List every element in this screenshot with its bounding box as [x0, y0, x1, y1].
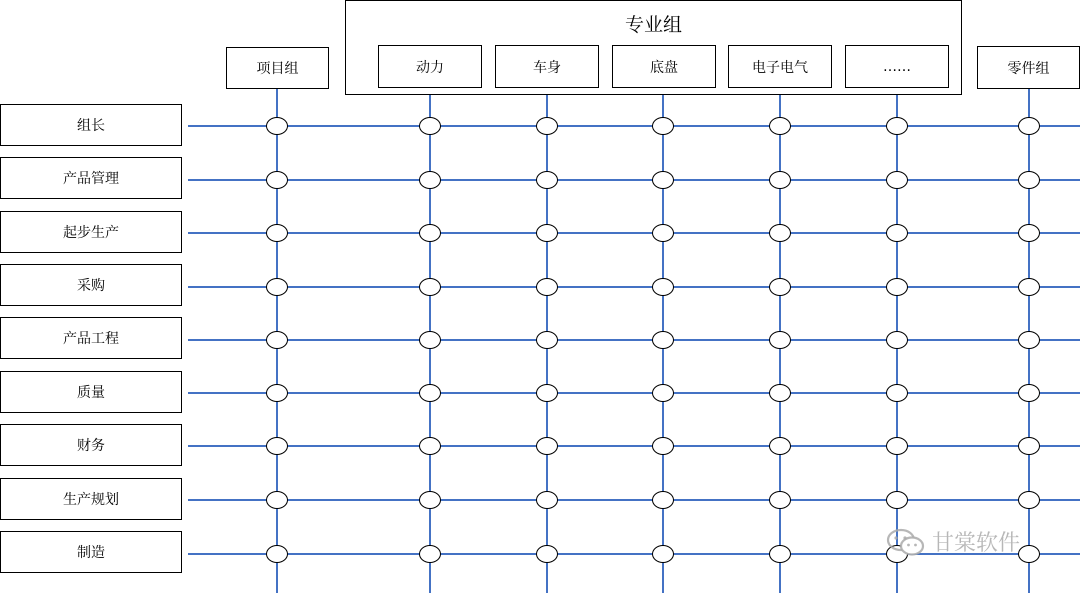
matrix-node	[652, 117, 674, 135]
matrix-node	[266, 224, 288, 242]
matrix-node	[1018, 491, 1040, 509]
row-label-production-planning: 生产规划	[0, 478, 182, 520]
matrix-node	[886, 171, 908, 189]
matrix-node	[652, 491, 674, 509]
row-connector-line	[188, 232, 1080, 234]
matrix-node	[769, 437, 791, 455]
professional-group-title: 专业组	[624, 14, 682, 36]
row-label-launch-production: 起步生产	[0, 211, 182, 253]
column-header-parts-group: 零件组	[977, 46, 1080, 89]
matrix-node	[536, 224, 558, 242]
matrix-node	[419, 384, 441, 402]
matrix-node	[1018, 278, 1040, 296]
row-label-quality: 质量	[0, 371, 182, 413]
matrix-node	[886, 491, 908, 509]
matrix-node	[652, 278, 674, 296]
matrix-node	[536, 117, 558, 135]
row-connector-line	[188, 445, 1080, 447]
matrix-node	[536, 491, 558, 509]
matrix-node	[419, 545, 441, 563]
matrix-node	[266, 384, 288, 402]
matrix-node	[266, 437, 288, 455]
matrix-node	[886, 331, 908, 349]
matrix-node	[769, 278, 791, 296]
matrix-node	[266, 171, 288, 189]
row-connector-line	[188, 286, 1080, 288]
matrix-node	[419, 224, 441, 242]
matrix-node	[652, 331, 674, 349]
matrix-node	[886, 117, 908, 135]
matrix-node	[769, 171, 791, 189]
column-header-chassis: 底盘	[612, 45, 716, 88]
column-header-powertrain: 动力	[378, 45, 482, 88]
matrix-node	[886, 384, 908, 402]
matrix-node	[536, 171, 558, 189]
row-connector-line	[188, 392, 1080, 394]
matrix-node	[1018, 331, 1040, 349]
row-label-purchasing: 采购	[0, 264, 182, 306]
matrix-node	[1018, 545, 1040, 563]
matrix-node	[419, 491, 441, 509]
matrix-node	[652, 171, 674, 189]
matrix-node	[266, 545, 288, 563]
matrix-node	[886, 224, 908, 242]
matrix-node	[419, 278, 441, 296]
matrix-node	[419, 171, 441, 189]
matrix-node	[536, 331, 558, 349]
matrix-node	[536, 545, 558, 563]
matrix-node	[652, 545, 674, 563]
matrix-node	[419, 331, 441, 349]
row-connector-line	[188, 125, 1080, 127]
row-label-manufacturing: 制造	[0, 531, 182, 573]
matrix-node	[266, 278, 288, 296]
row-connector-line	[188, 499, 1080, 501]
wechat-icon	[886, 527, 926, 557]
matrix-node	[1018, 171, 1040, 189]
matrix-node	[1018, 224, 1040, 242]
matrix-node	[652, 224, 674, 242]
row-connector-line	[188, 179, 1080, 181]
matrix-node	[419, 437, 441, 455]
matrix-node	[769, 117, 791, 135]
matrix-node	[266, 491, 288, 509]
matrix-node	[1018, 117, 1040, 135]
watermark-text: 甘棠软件	[932, 531, 1021, 556]
matrix-node	[886, 278, 908, 296]
matrix-node	[769, 491, 791, 509]
watermark	[886, 526, 1020, 557]
column-header-electrical: 电子电气	[728, 45, 832, 88]
matrix-node	[266, 117, 288, 135]
matrix-node	[419, 117, 441, 135]
matrix-node	[536, 437, 558, 455]
row-label-product-engineering: 产品工程	[0, 317, 182, 359]
matrix-node	[769, 224, 791, 242]
matrix-node	[1018, 437, 1040, 455]
row-connector-line	[188, 339, 1080, 341]
matrix-node	[536, 278, 558, 296]
matrix-node	[769, 545, 791, 563]
matrix-node	[652, 437, 674, 455]
row-label-product-management: 产品管理	[0, 157, 182, 199]
row-label-finance: 财务	[0, 424, 182, 466]
row-label-team-leader: 组长	[0, 104, 182, 146]
matrix-node	[652, 384, 674, 402]
column-header-project-group: 项目组	[226, 47, 329, 89]
matrix-node	[1018, 384, 1040, 402]
column-header-more: ……	[845, 45, 949, 88]
matrix-node	[769, 331, 791, 349]
matrix-node	[769, 384, 791, 402]
column-header-body: 车身	[495, 45, 599, 88]
matrix-node	[886, 437, 908, 455]
matrix-node	[266, 331, 288, 349]
matrix-node	[536, 384, 558, 402]
